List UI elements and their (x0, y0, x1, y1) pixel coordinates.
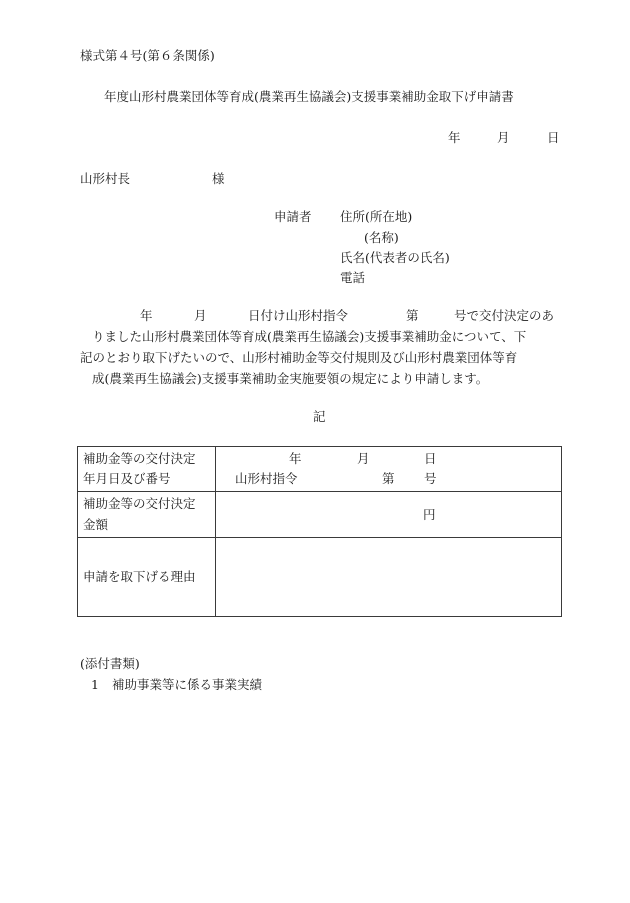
row3-value[interactable] (216, 538, 562, 617)
row2-value[interactable] (216, 492, 562, 538)
body-num-prefix: 第 (406, 308, 419, 323)
attachments-heading: (添付書類) (80, 656, 140, 671)
row1-value[interactable] (216, 447, 562, 492)
ki-label: 記 (313, 409, 326, 424)
body-line4: 成(農業再生協議会)支援事業補助金実施要領の規定により申請します。 (92, 371, 489, 386)
applicant-label: 申請者 (274, 209, 312, 224)
document-title: 年度山形村農業団体等育成(農業再生協議会)支援事業補助金取下げ申請書 (104, 89, 514, 104)
row1-label-line2: 年月日及び番号 (83, 471, 171, 486)
row1-year: 年 (289, 451, 302, 466)
applicant-person: 氏名(代表者の氏名) (340, 250, 450, 265)
addressee-honorific: 様 (212, 171, 225, 186)
applicant-address: 住所(所在地) (340, 209, 413, 224)
form-number: 様式第４号(第６条関係) (80, 48, 215, 63)
body-line2: りました山形村農業団体等育成(農業再生協議会)支援事業補助金について、下 (92, 329, 527, 344)
body-month: 月 (194, 308, 207, 323)
date-day: 日 (547, 130, 560, 145)
body-line1-tail: 号で交付決定のあ (454, 308, 555, 323)
row2-label-line1: 補助金等の交付決定 (83, 496, 196, 511)
row1-month: 月 (357, 451, 370, 466)
row2-label (78, 492, 216, 538)
row3-label-text: 申請を取下げる理由 (83, 569, 196, 584)
row2-label-line2: 金額 (83, 517, 109, 532)
row1-label-line1: 補助金等の交付決定 (83, 451, 196, 466)
row1-ref: 山形村指令 (235, 471, 298, 486)
row1-go: 号 (424, 471, 437, 486)
date-month: 月 (497, 130, 510, 145)
date-year: 年 (448, 130, 461, 145)
record-table (77, 446, 562, 617)
addressee-name: 山形村長 (80, 171, 131, 186)
attachment-text: 補助事業等に係る事業実績 (112, 677, 263, 692)
row1-dai: 第 (382, 471, 395, 486)
row2-yen: 円 (423, 507, 436, 522)
attachment-num: 1 (91, 677, 99, 692)
row1-label (78, 447, 216, 492)
applicant-phone: 電話 (340, 270, 366, 285)
body-year: 年 (140, 308, 153, 323)
applicant-org-name: (名称) (364, 230, 399, 245)
table-row (78, 538, 562, 617)
body-line3: 記のとおり取下げたいので、山形村補助金等交付規則及び山形村農業団体等育 (80, 350, 518, 365)
table-row (78, 447, 562, 492)
row1-day: 日 (424, 451, 437, 466)
table-row (78, 492, 562, 538)
body-ref: 日付け山形村指令 (248, 308, 349, 323)
row3-label (78, 538, 216, 617)
